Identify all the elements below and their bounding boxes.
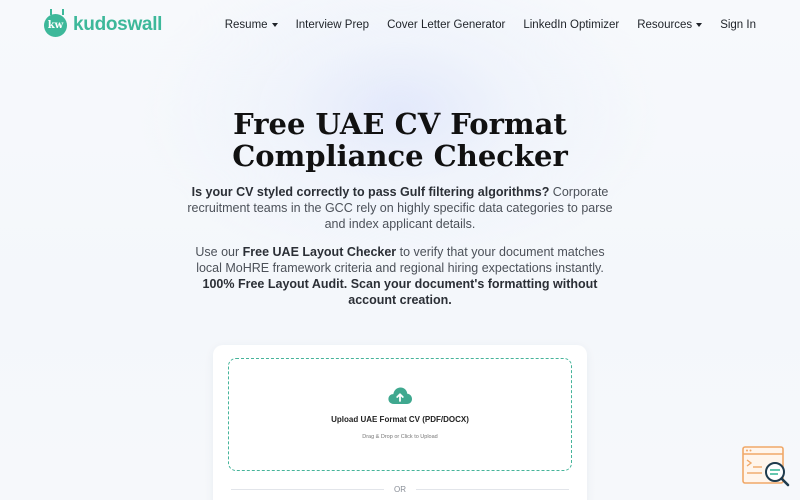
nav-linkedin-optimizer[interactable]: [523, 19, 619, 31]
upload-subtitle: Drag & Drop or Click to Upload: [362, 434, 438, 440]
document-search-icon[interactable]: [742, 446, 790, 488]
checker-bold: Free UAE Layout Checker: [242, 245, 397, 259]
nav-cover-letter-label: Cover Letter Generator: [387, 19, 506, 31]
upload-card: [213, 345, 587, 500]
divider-line: [416, 489, 569, 490]
caret-down-icon: [696, 23, 702, 27]
checker-text-a: Use our: [195, 245, 243, 259]
nav-resources-label: Resources: [637, 19, 693, 31]
intro-rest: Corporate recruitment teams in the GCC rely on highly specific data categories to parse and index applicant details.: [187, 185, 613, 231]
hero-section: [0, 108, 800, 308]
checker-paragraph: [185, 244, 615, 308]
nav-interview-prep-label: Interview Prep: [295, 19, 370, 31]
nav-cover-letter-generator[interactable]: [387, 19, 505, 31]
caret-down-icon: [272, 23, 278, 27]
page-title: [0, 108, 800, 172]
title-line-2: Compliance Checker: [232, 139, 568, 173]
nav-sign-in[interactable]: [720, 19, 756, 31]
or-divider: [231, 485, 569, 494]
main-nav: [225, 19, 756, 31]
nav-interview-prep[interactable]: [296, 19, 370, 31]
divider-line: [231, 489, 384, 490]
nav-linkedin-label: LinkedIn Optimizer: [523, 19, 620, 31]
or-label: OR: [394, 485, 406, 494]
nav-resources[interactable]: [637, 19, 702, 31]
nav-sign-in-label: Sign In: [720, 19, 756, 31]
title-line-1: Free UAE CV Format: [233, 107, 567, 141]
cloud-upload-icon: [387, 385, 413, 407]
brand-name: kudoswall: [73, 14, 163, 35]
logo-mark-icon: kw: [44, 14, 67, 37]
intro-bold: Is your CV styled correctly to pass Gulf filtering algorithms?: [191, 185, 550, 199]
site-header: [0, 0, 800, 50]
upload-title: Upload UAE Format CV (PDF/DOCX): [331, 415, 469, 424]
brand-logo[interactable]: [44, 14, 162, 37]
free-audit-note: 100% Free Layout Audit. Scan your document's formatting without account creation.: [202, 277, 598, 307]
nav-resume-label: Resume: [224, 19, 268, 31]
intro-paragraph: [185, 184, 615, 232]
upload-dropzone[interactable]: [228, 358, 572, 471]
checker-text-b: to verify that your document matches local MoHRE framework criteria and regional hiring expectations instantly.: [196, 245, 605, 275]
nav-resume[interactable]: [225, 19, 278, 31]
